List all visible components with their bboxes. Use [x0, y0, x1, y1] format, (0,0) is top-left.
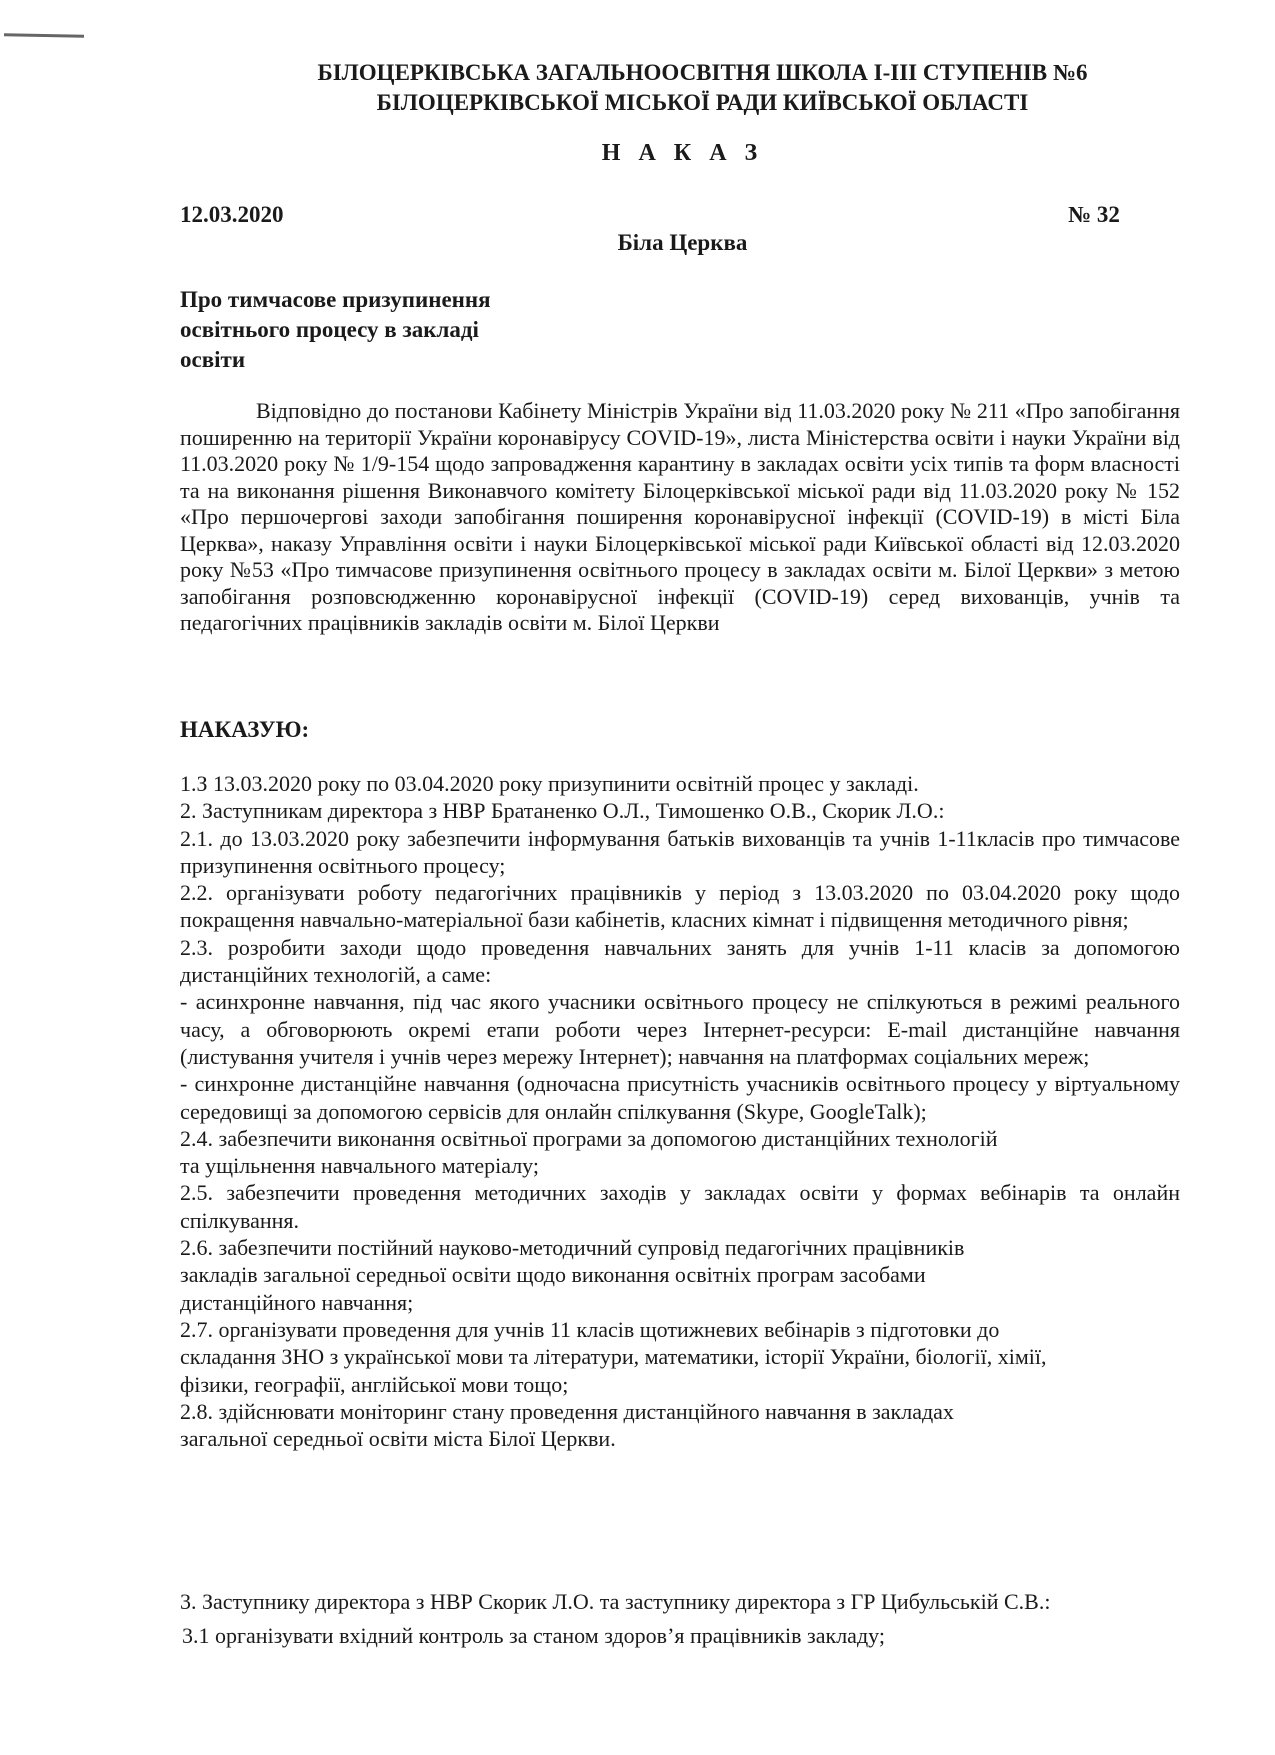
item-2-3-sync: - синхронне дистанційне навчання (одночасна присутність учасників освітнього процесу у віртуальному середовищі за допомогою сервісів для онлайн спілкування (Skype, GoogleTalk);: [180, 1071, 1180, 1124]
scan-mark: [4, 33, 84, 37]
school-header: [0, 58, 1275, 118]
item-3: 3. Заступнику директора з НВР Скорик Л.О. та заступнику директора з ГР Цибульській С.В.:: [180, 1589, 1051, 1614]
item-2-8-line1: 2.8. здійснювати моніторинг стану проведення дистанційного навчання в закладах: [180, 1398, 954, 1424]
school-name-line1: БІЛОЦЕРКІВСЬКА ЗАГАЛЬНООСВІТНЯ ШКОЛА І-ІІІ СТУПЕНІВ №6: [317, 60, 1088, 85]
item-1: 1.З 13.03.2020 року по 03.04.2020 року призупинити освітній процес у закладі.: [180, 771, 919, 796]
order-number: № 32: [1068, 202, 1120, 227]
preamble-paragraph: Відповідно до постанови Кабінету Міністрів України від 11.03.2020 року № 211 «Про запобігання поширенню на території України коронавірусу COVID-19», листа Міністерства освіти і науки України від 11.03.2020 року № 1/9-154 щодо запровадження карантину в закладах освіти усіх типів та форм власності та на виконання рішення Виконавчого комітету Білоцерківської міської ради від 11.03.2020 року № 152 «Про першочергові заходи запобігання поширення коронавірусної інфекції (COVID-19) в місті Біла Церква», наказу Управління освіти і науки Білоцерківської міської ради Київської області від 12.03.2020 року №53 «Про тимчасове призупинення освітнього процесу в закладах освіти м. Білої Церкви» з метою запобігання розповсюдженню коронавірусної інфекції (COVID-19) серед вихованців, учнів та педагогічних працівників закладів освіти м. Білої Церкви: [180, 398, 1180, 635]
document-type-title: Н А К А З: [601, 140, 764, 166]
item-2: 2. Заступникам директора з НВР Братаненко О.Л., Тимошенко О.В., Скорик Л.О.:: [180, 798, 945, 824]
item-2-6-line3: дистанційного навчання;: [180, 1289, 414, 1315]
item-2-3-async: - асинхронне навчання, під час якого учасники освітнього процесу не спілкуються в режимі реального часу, а обговорюють окремі етапи роботи через Інтернет-ресурси: E-mail дистанційне навчання (листування учителя і учнів через мережу Інтернет); навчання на платформах соціальних мереж;: [180, 989, 1180, 1069]
order-subject: Про тимчасове призупинення освітнього процесу в закладі освіти: [180, 287, 491, 372]
item-2-5: 2.5. забезпечити проведення методичних заходів у закладах освіти у формах вебінарів та онлайн спілкування.: [180, 1180, 1180, 1233]
item-2-2: 2.2. організувати роботу педагогічних працівників у період з 13.03.2020 по 03.04.2020 року щодо покращення навчально-матеріальної бази кабінетів, класних кімнат і підвищення методичного рівня;: [180, 880, 1180, 933]
item-2-4-line2: та ущільнення навчального матеріалу;: [180, 1153, 540, 1179]
item-2-6-line2: закладів загальної середньої освіти щодо виконання освітніх програм засобами: [180, 1262, 926, 1288]
order-items: [180, 770, 1180, 1452]
item-2-3: 2.3. розробити заходи щодо проведення навчальних занять для учнів 1-11 класів за допомогою дистанційних технологій, а саме:: [180, 934, 1180, 988]
section-3: [180, 1585, 1180, 1653]
order-city: Біла Церква: [617, 230, 748, 255]
item-2-7-line3: фізики, географії, англійської мови тощо;: [180, 1371, 569, 1397]
order-date: 12.03.2020: [180, 202, 284, 227]
item-2-4-line1: 2.4. забезпечити виконання освітньої програми за допомогою дистанційних технологій: [180, 1125, 998, 1151]
item-2-7-line1: 2.7. організувати проведення для учнів 11 класів щотижневих вебінарів з підготовки до: [180, 1316, 1000, 1342]
item-2-7-line2: складання ЗНО з української мови та літератури, математики, історії України, біології, хімії,: [180, 1344, 1047, 1370]
order-heading: НАКАЗУЮ:: [180, 717, 310, 742]
item-2-8-line2: загальної середньої освіти міста Білої Церкви.: [180, 1426, 616, 1452]
item-2-1: 2.1. до 13.03.2020 року забезпечити інформування батьків вихованців та учнів 1-11класів про тимчасове призупинення освітнього процесу;: [180, 825, 1180, 878]
item-3-1: 3.1 організувати вхідний контроль за станом здоров’я працівників закладу;: [182, 1623, 885, 1648]
school-name-line2: БІЛОЦЕРКІВСЬКОЇ МІСЬКОЇ РАДИ КИЇВСЬКОЇ ОБЛАСТІ: [376, 90, 1029, 115]
item-2-6-line1: 2.6. забезпечити постійний науково-методичний супровід педагогічних працівників: [180, 1235, 965, 1261]
